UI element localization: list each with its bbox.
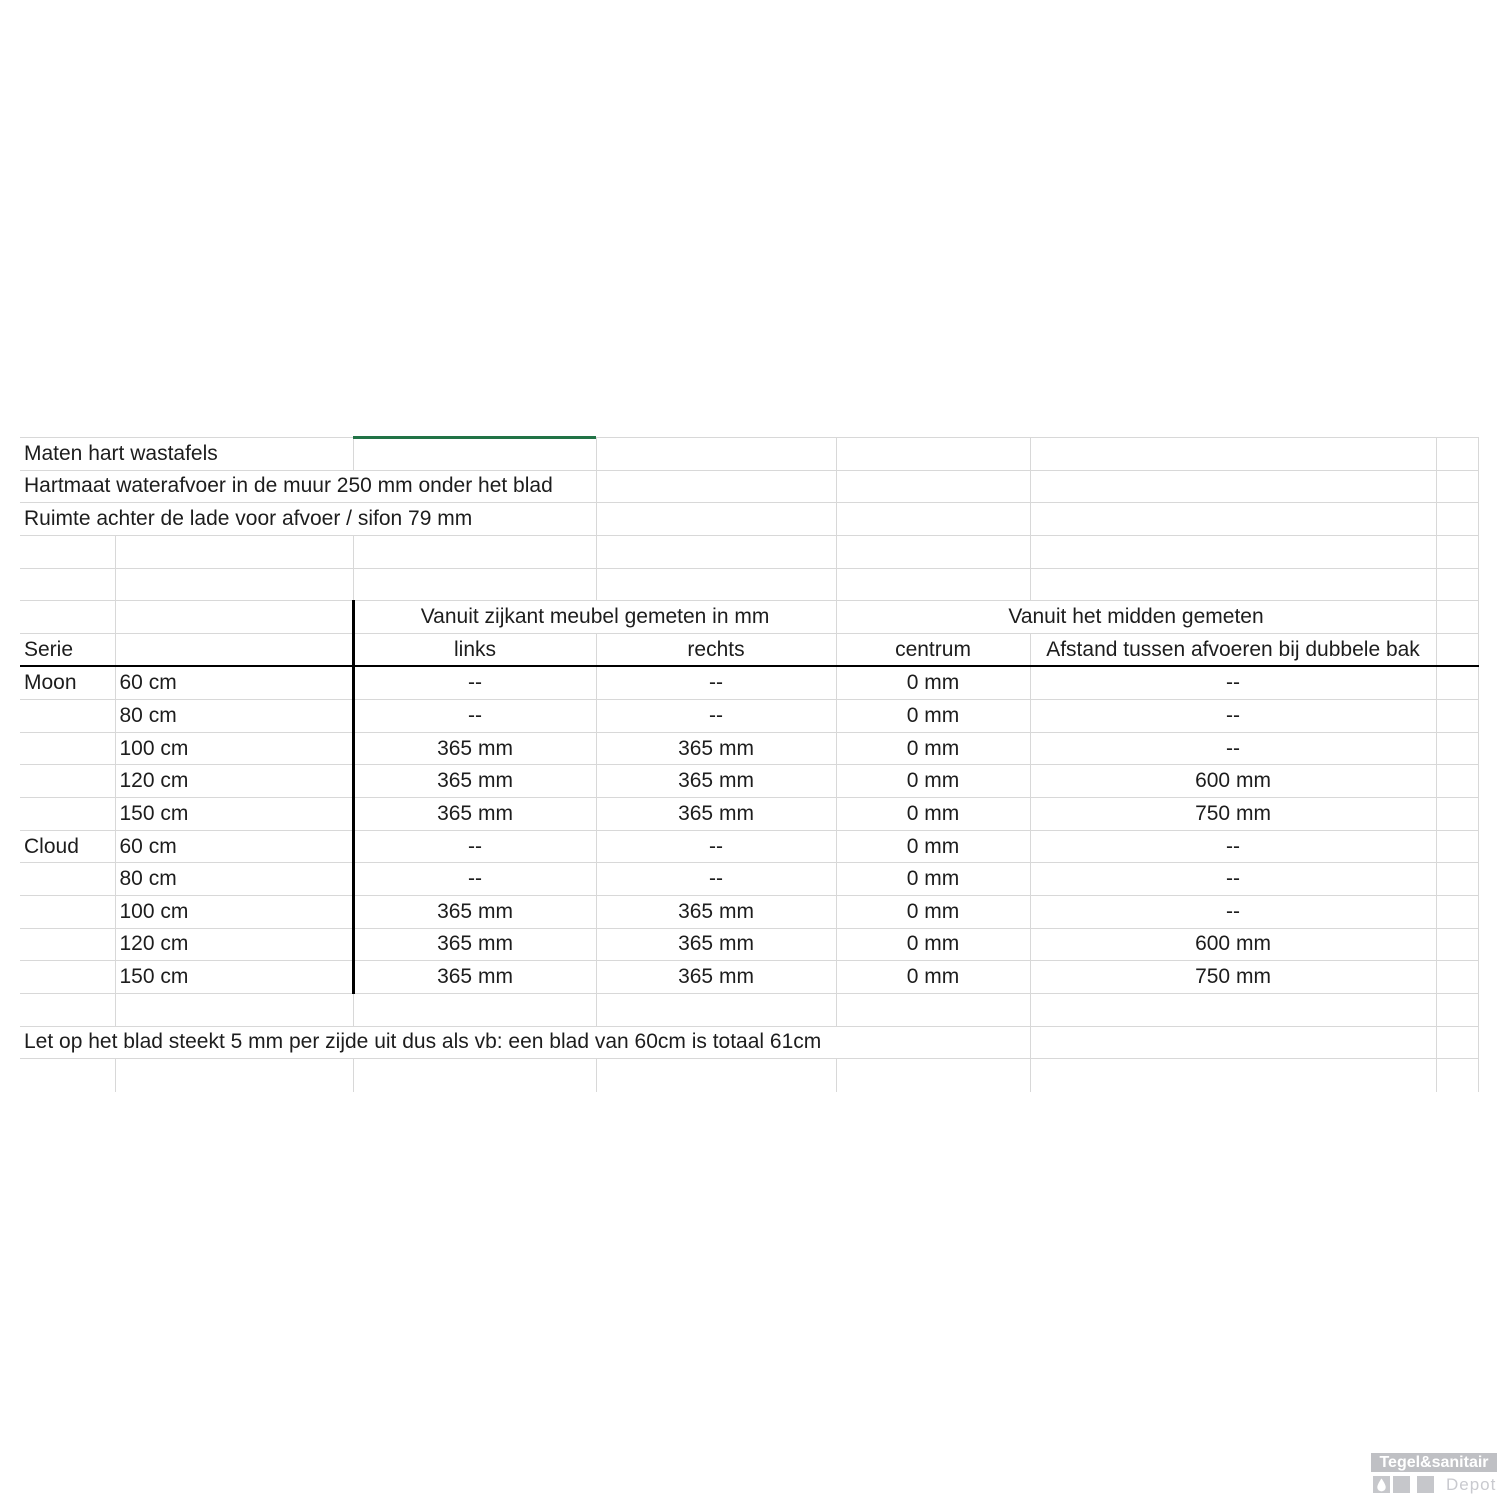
table-row — [20, 503, 1478, 536]
cell-rechts[interactable]: 365 mm — [596, 928, 836, 961]
cell-afstand[interactable]: 750 mm — [1030, 961, 1436, 994]
cell-afstand[interactable]: 600 mm — [1030, 765, 1436, 798]
cell-afstand[interactable]: -- — [1030, 830, 1436, 863]
cell-centrum[interactable]: 0 mm — [836, 798, 1030, 831]
cell-links[interactable]: 365 mm — [353, 961, 596, 994]
empty-cell[interactable] — [20, 993, 115, 1026]
cell-serie[interactable] — [20, 765, 115, 798]
spreadsheet-grid — [20, 437, 1479, 1092]
empty-cell[interactable] — [115, 601, 353, 634]
empty-cell[interactable] — [1030, 568, 1436, 601]
empty-cell[interactable] — [115, 633, 353, 666]
cell-serie[interactable] — [20, 798, 115, 831]
empty-cell[interactable] — [1030, 503, 1436, 536]
empty-cell[interactable] — [1436, 1059, 1478, 1092]
empty-cell[interactable] — [1436, 568, 1478, 601]
empty-cell[interactable] — [596, 1059, 836, 1092]
empty-cell[interactable] — [1030, 535, 1436, 568]
cell-note-ruimte[interactable]: Ruimte achter de lade voor afvoer / sifon 79 mm — [20, 503, 596, 536]
cell-afstand[interactable]: -- — [1030, 863, 1436, 896]
empty-cell[interactable] — [836, 438, 1030, 471]
empty-cell[interactable] — [1030, 993, 1436, 1026]
cell-rechts[interactable]: -- — [596, 700, 836, 733]
cell-serie[interactable]: Cloud — [20, 830, 115, 863]
watermark-brand-text: Tegel&sanitair — [1371, 1453, 1497, 1472]
cell-links[interactable]: -- — [353, 863, 596, 896]
empty-cell[interactable] — [1436, 928, 1478, 961]
empty-cell[interactable] — [1030, 1059, 1436, 1092]
empty-cell[interactable] — [1436, 438, 1478, 471]
empty-cell[interactable] — [353, 535, 596, 568]
cell-size[interactable]: 80 cm — [115, 700, 353, 733]
cell-rechts[interactable]: -- — [596, 863, 836, 896]
cell-size[interactable]: 150 cm — [115, 961, 353, 994]
cell-selection-border — [353, 436, 596, 439]
empty-cell[interactable] — [115, 993, 353, 1026]
table-row — [20, 601, 1478, 634]
empty-cell[interactable] — [1436, 666, 1478, 699]
table-row — [20, 732, 1478, 765]
empty-cell[interactable] — [353, 1059, 596, 1092]
cell-rechts[interactable]: -- — [596, 666, 836, 699]
cell-centrum[interactable]: 0 mm — [836, 765, 1030, 798]
table-row — [20, 535, 1478, 568]
cell-links[interactable]: -- — [353, 700, 596, 733]
empty-cell[interactable] — [836, 503, 1030, 536]
empty-cell[interactable] — [20, 1059, 115, 1092]
empty-cell[interactable] — [1436, 765, 1478, 798]
cell-note-hartmaat[interactable]: Hartmaat waterafvoer in de muur 250 mm onder het blad — [20, 470, 596, 503]
cell-afstand[interactable]: -- — [1030, 700, 1436, 733]
cell-afstand[interactable]: 600 mm — [1030, 928, 1436, 961]
empty-cell[interactable] — [1436, 830, 1478, 863]
empty-cell[interactable] — [115, 1059, 353, 1092]
empty-cell[interactable] — [115, 568, 353, 601]
cell-afstand[interactable]: -- — [1030, 666, 1436, 699]
empty-cell[interactable] — [596, 535, 836, 568]
empty-cell[interactable] — [596, 503, 836, 536]
empty-cell[interactable] — [1436, 503, 1478, 536]
table-row — [20, 1026, 1478, 1059]
empty-cell[interactable] — [1436, 633, 1478, 666]
table-row — [20, 798, 1478, 831]
cell-links[interactable]: 365 mm — [353, 895, 596, 928]
cell-note-letop[interactable]: Let op het blad steekt 5 mm per zijde uit dus als vb: een blad van 60cm is totaal 61cm — [20, 1026, 1030, 1059]
empty-cell[interactable] — [115, 535, 353, 568]
empty-cell[interactable] — [1436, 798, 1478, 831]
table-row — [20, 666, 1478, 699]
cell-centrum[interactable]: 0 mm — [836, 666, 1030, 699]
selected-cell[interactable] — [353, 438, 596, 471]
cell-title[interactable]: Maten hart wastafels — [20, 438, 353, 471]
cell-serie[interactable] — [20, 928, 115, 961]
cell-afstand[interactable]: 750 mm — [1030, 798, 1436, 831]
empty-cell[interactable] — [836, 535, 1030, 568]
cell-size[interactable]: 120 cm — [115, 765, 353, 798]
cell-size[interactable]: 100 cm — [115, 895, 353, 928]
table-row — [20, 700, 1478, 733]
table-row — [20, 568, 1478, 601]
water-drop-icon — [1373, 1476, 1390, 1493]
empty-cell[interactable] — [1030, 1026, 1436, 1059]
table-row — [20, 895, 1478, 928]
col-header-centrum[interactable]: centrum — [836, 633, 1030, 666]
cell-links[interactable]: -- — [353, 830, 596, 863]
empty-cell[interactable] — [1436, 470, 1478, 503]
col-header-serie[interactable]: Serie — [20, 633, 115, 666]
cell-afstand[interactable]: -- — [1030, 732, 1436, 765]
cell-size[interactable]: 100 cm — [115, 732, 353, 765]
cell-size[interactable]: 80 cm — [115, 863, 353, 896]
tile-square-icon — [1417, 1476, 1434, 1493]
table-row — [20, 438, 1478, 471]
cell-rechts[interactable]: 365 mm — [596, 798, 836, 831]
cell-afstand[interactable]: -- — [1030, 895, 1436, 928]
cell-serie[interactable] — [20, 863, 115, 896]
tile-square-icon — [1393, 1476, 1410, 1493]
empty-cell[interactable] — [1436, 601, 1478, 634]
cell-centrum[interactable]: 0 mm — [836, 732, 1030, 765]
table-row — [20, 863, 1478, 896]
group-header-midden[interactable]: Vanuit het midden gemeten — [836, 601, 1436, 634]
cell-rechts[interactable]: 365 mm — [596, 895, 836, 928]
watermark-bottom-row — [1371, 1476, 1500, 1494]
cell-size[interactable]: 60 cm — [115, 666, 353, 699]
watermark-logo — [1371, 1453, 1500, 1494]
empty-cell[interactable] — [596, 438, 836, 471]
col-header-rechts[interactable]: rechts — [596, 633, 836, 666]
empty-cell[interactable] — [836, 993, 1030, 1026]
cell-serie[interactable] — [20, 732, 115, 765]
cell-centrum[interactable]: 0 mm — [836, 830, 1030, 863]
cell-links[interactable]: -- — [353, 666, 596, 699]
table-row — [20, 765, 1478, 798]
cell-links[interactable]: 365 mm — [353, 765, 596, 798]
empty-cell[interactable] — [20, 568, 115, 601]
empty-cell[interactable] — [1436, 863, 1478, 896]
col-header-afstand[interactable]: Afstand tussen afvoeren bij dubbele bak — [1030, 633, 1436, 666]
col-header-links[interactable]: links — [353, 633, 596, 666]
empty-cell[interactable] — [20, 601, 115, 634]
cell-rechts[interactable]: 365 mm — [596, 765, 836, 798]
cell-serie[interactable] — [20, 961, 115, 994]
empty-cell[interactable] — [1436, 700, 1478, 733]
empty-cell[interactable] — [836, 1059, 1030, 1092]
cell-links[interactable]: 365 mm — [353, 732, 596, 765]
empty-cell[interactable] — [836, 568, 1030, 601]
empty-cell[interactable] — [836, 470, 1030, 503]
watermark-depot-text: Depot — [1446, 1475, 1497, 1494]
empty-cell[interactable] — [20, 535, 115, 568]
cell-size[interactable]: 120 cm — [115, 928, 353, 961]
table-header-row — [20, 633, 1478, 666]
cell-centrum[interactable]: 0 mm — [836, 700, 1030, 733]
cell-serie[interactable] — [20, 700, 115, 733]
table-row — [20, 993, 1478, 1026]
empty-cell[interactable] — [596, 470, 836, 503]
cell-centrum[interactable]: 0 mm — [836, 928, 1030, 961]
empty-cell[interactable] — [1436, 895, 1478, 928]
empty-cell[interactable] — [353, 568, 596, 601]
cell-rechts[interactable]: 365 mm — [596, 961, 836, 994]
empty-cell[interactable] — [1436, 732, 1478, 765]
empty-cell[interactable] — [596, 568, 836, 601]
empty-cell[interactable] — [1436, 535, 1478, 568]
cell-serie[interactable]: Moon — [20, 666, 115, 699]
cell-links[interactable]: 365 mm — [353, 798, 596, 831]
cell-size[interactable]: 150 cm — [115, 798, 353, 831]
table-row — [20, 961, 1478, 994]
empty-cell[interactable] — [1030, 438, 1436, 471]
empty-cell[interactable] — [596, 993, 836, 1026]
cell-serie[interactable] — [20, 895, 115, 928]
cell-rechts[interactable]: 365 mm — [596, 732, 836, 765]
cell-rechts[interactable]: -- — [596, 830, 836, 863]
empty-cell[interactable] — [353, 993, 596, 1026]
empty-cell[interactable] — [1436, 1026, 1478, 1059]
empty-cell[interactable] — [1030, 470, 1436, 503]
table-row — [20, 1059, 1478, 1092]
empty-cell[interactable] — [1436, 961, 1478, 994]
table-row — [20, 830, 1478, 863]
table-row — [20, 928, 1478, 961]
cell-centrum[interactable]: 0 mm — [836, 863, 1030, 896]
empty-cell[interactable] — [1436, 993, 1478, 1026]
cell-centrum[interactable]: 0 mm — [836, 895, 1030, 928]
table-row — [20, 470, 1478, 503]
cell-links[interactable]: 365 mm — [353, 928, 596, 961]
cell-size[interactable]: 60 cm — [115, 830, 353, 863]
group-header-zijkant[interactable]: Vanuit zijkant meubel gemeten in mm — [353, 601, 836, 634]
cell-centrum[interactable]: 0 mm — [836, 961, 1030, 994]
